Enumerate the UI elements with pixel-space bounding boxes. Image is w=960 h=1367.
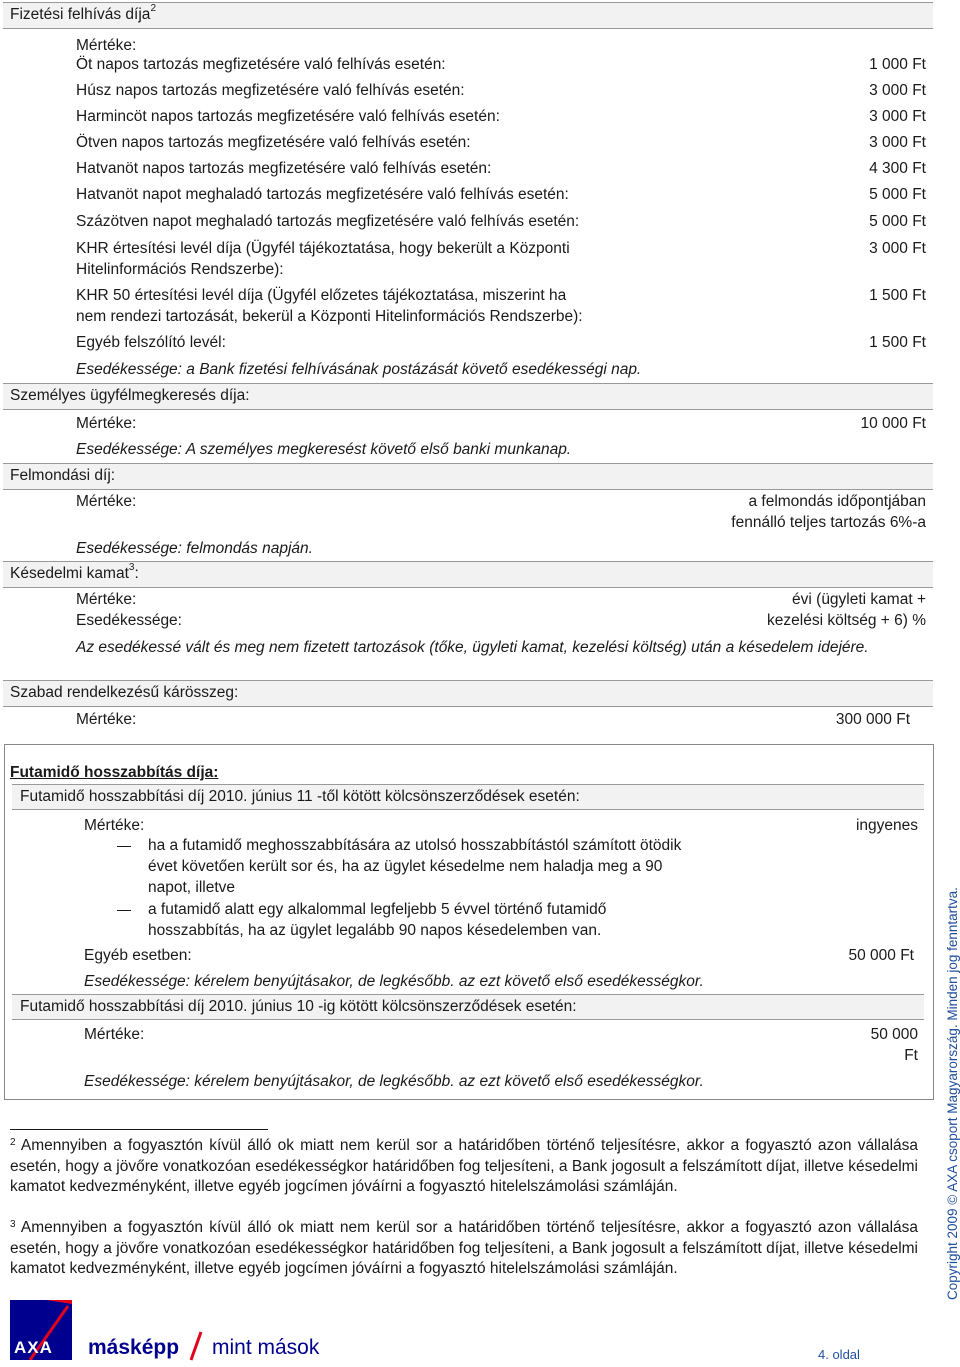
khr-letter-value: 3 000 Ft [869,240,926,257]
bullet-dash [117,910,131,911]
felmondasi-due-date: Esedékessége: felmondás napján. [76,540,313,557]
footnote-3: $^3$ Amennyiben a fogyasztón kívül álló ok miatt nem kerül sor a határidőben történő teljesítésre, akkor a fogyasztó azon vállalása esetén, hogy a jövőre vonatkozóan esedékességkor határidőben fog teljesíteni, a Bank jogosult a felszámított díjat, illetve késedelmi kamatot kedvezményként, illetve egyéb jogcímen jóváírni a fogyasztó hitelelszámolási számláján. [10,1219,919,1277]
fee-row-value: 5 000 Ft [869,186,926,203]
fee-row-label: Ötven napos tartozás megfizetésére való felhívás esetén: [76,134,471,151]
szabad-merteke-label: Mértéke: [76,711,137,728]
futamido-sub2-value: 50 000 [870,1026,918,1043]
slogan-right: mint mások [212,1336,320,1359]
other-letter-label: Egyéb felszólító levél: [76,334,226,351]
khr-letter-label-cont: Hitelinformációs Rendszerbe): [76,261,284,278]
fee-row-label: Százötven napot meghaladó tartozás megfizetésére való felhívás esetén: [76,213,580,230]
bullet-text: ha a futamidő meghosszabbítására az utolsó hosszabbítástól számított ötödik [148,837,682,854]
bullet-text-cont: évet követően került sor és, ha az ügylet késedelme nem haladja meg a 90 [148,858,663,875]
fee-row-value: 3 000 Ft [869,82,926,99]
section-header-felmondasi [3,463,933,490]
copyright-vertical: Copyright 2009 © AXA csoport Magyarország. Minden jog fenntartva. [945,887,960,1300]
khr50-letter-value: 1 500 Ft [869,287,926,304]
futamido-sub1-other-label: Egyéb esetben: [84,947,192,964]
futamido-sub2-title: Futamidő hosszabbítási díj 2010. június 10 -ig kötött kölcsönszerződések esetén: [20,998,577,1015]
kesedelmi-esedekessege-label: Esedékessége: [76,612,182,629]
futamido-sub1-title: Futamidő hosszabbítási díj 2010. június 11 -től kötött kölcsönszerződések esetén: [20,788,580,805]
bullet-text-cont: hosszabbítás, ha az ügylet legalább 90 napos késedelemben van. [148,922,602,939]
bullet-text: a futamidő alatt egy alkalommal legfeljebb 5 évvel történő futamidő [148,901,607,918]
footnote-separator [10,1129,268,1130]
felmondasi-title: Felmondási díj: [10,467,116,484]
fizetesi-title: Fizetési felhívás díja$^2$ [10,3,156,23]
szabad-value: 300 000 Ft [835,711,910,728]
slogan-slash [188,1330,204,1362]
futamido-sub2-value-cont: Ft [904,1047,918,1064]
fee-row-label: Hatvanöt napot meghaladó tartozás megfizetésére való felhívás esetén: [76,186,569,203]
kesedelmi-value-cont: kezelési költség + 6) % [767,612,926,629]
slogan-left: másképp [88,1336,180,1359]
kesedelmi-title: Késedelmi kamat$^3$: [10,562,139,582]
futamido-sub1-value: ingyenes [855,817,918,834]
bullet-text-cont: napot, illetve [148,879,236,896]
fee-row-label: Húsz napos tartozás megfizetésére való felhívás esetén: [76,82,465,99]
axa-logo-text: AXA [14,1338,53,1357]
fee-row-value: 4 300 Ft [869,160,926,177]
kesedelmi-note: Az esedékessé vált és meg nem fizetett tartozások (tőke, ügyleti kamat, kezelési költség) után a késedelem idejére. [76,639,869,656]
bullet-dash [117,846,131,847]
futamido-sub1-due-date: Esedékessége: kérelem benyújtásakor, de legkésőbb. az ezt követő első esedékességkor. [84,973,704,990]
felmondasi-value: a felmondás időpontjában [748,493,926,510]
futamido-sub1-merteke-label: Mértéke: [84,817,145,834]
szemelyes-value: 10 000 Ft [860,415,926,432]
szemelyes-due-date: Esedékessége: A személyes megkeresést követő első banki munkanap. [76,441,572,458]
khr50-letter-label-cont: nem rendezi tartozását, bekerül a Központi Hitelinformációs Rendszerbe): [76,308,583,325]
kesedelmi-value: évi (ügyleti kamat + [792,591,926,608]
kesedelmi-merteke-label: Mértéke: [76,591,137,608]
fizetesi-merteke-label: Mértéke: [76,37,137,54]
futamido-title: Futamidő hosszabbítás díja: [10,764,219,781]
szemelyes-merteke-label: Mértéke: [76,415,137,432]
fee-row-value: 3 000 Ft [869,108,926,125]
footnote-2: $^2$ Amennyiben a fogyasztón kívül álló ok miatt nem kerül sor a határidőben történő teljesítésre, akkor a fogyasztó azon vállalása esetén, hogy a jövőre vonatkozóan esedékességkor határidőben fog teljesíteni, a Bank jogosult a felszámított díjat, illetve késedelmi kamatot kedvezményként, illetve egyéb jogcímen jóváírni a fogyasztó hitelelszámolási számláján. [10,1137,919,1195]
futamido-sub1-other-value: 50 000 Ft [848,947,914,964]
section-header-kesedelmi [3,561,933,588]
fee-row-label: Hatvanöt napos tartozás megfizetésére való felhívás esetén: [76,160,492,177]
fee-row-value: 3 000 Ft [869,134,926,151]
fee-row-label: Harmincöt napos tartozás megfizetésére való felhívás esetén: [76,108,500,125]
khr-letter-label: KHR értesítési levél díja (Ügyfél tájékoztatása, hogy bekerült a Központi [76,240,570,257]
page-number: 4. oldal [818,1347,860,1362]
fee-row-value: 5 000 Ft [869,213,926,230]
fee-row-value: 1 000 Ft [869,56,926,73]
axa-logo [10,1300,72,1360]
futamido-sub2-due-date: Esedékessége: kérelem benyújtásakor, de legkésőbb. az ezt követő első esedékességkor. [84,1073,704,1090]
fizetesi-due-date: Esedékessége: a Bank fizetési felhívásának postázását követő esedékességi nap. [76,361,642,378]
other-letter-value: 1 500 Ft [869,334,926,351]
khr50-letter-label: KHR 50 értesítési levél díja (Ügyfél előzetes tájékoztatása, miszerint ha [76,287,567,304]
futamido-sub2-merteke-label: Mértéke: [84,1026,145,1043]
fee-row-label: Öt napos tartozás megfizetésére való felhívás esetén: [76,56,446,73]
felmondasi-merteke-label: Mértéke: [76,493,137,510]
szemelyes-title: Személyes ügyfélmegkeresés díja: [10,387,250,404]
szabad-title: Szabad rendelkezésű kárösszeg: [10,684,239,701]
felmondasi-value-cont: fennálló teljes tartozás 6%-a [731,514,926,531]
